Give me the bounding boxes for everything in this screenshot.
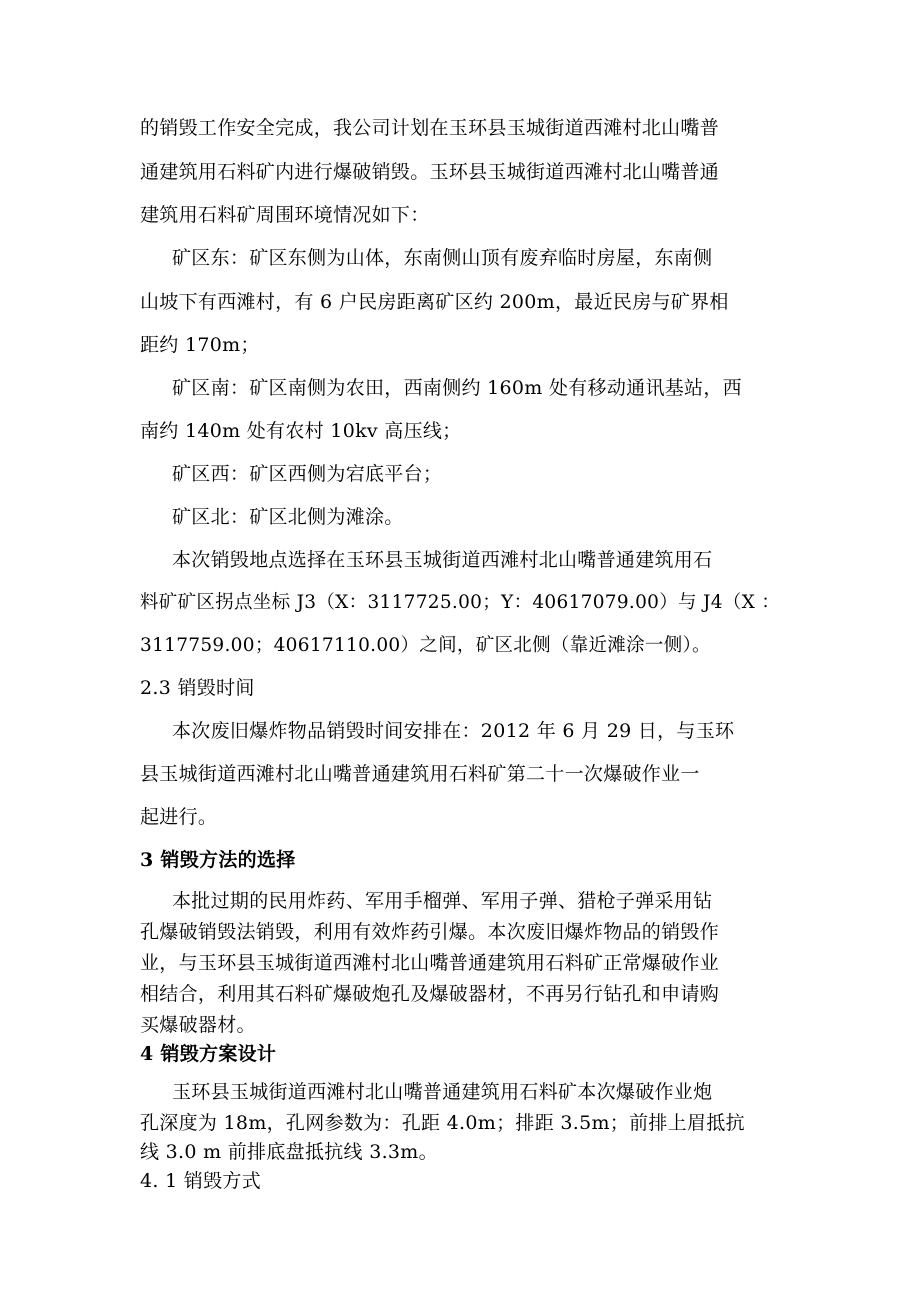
body-line: 业，与玉环县玉城街道西滩村北山嘴普通建筑用石料矿正常爆破作业 (140, 952, 720, 974)
section-heading-4: 4 销毁方案设计 (140, 1043, 277, 1065)
paragraph-south: 矿区南：矿区南侧为农田，西南侧约 160m 处有移动通讯基站，西 (172, 377, 742, 399)
body-line: 线 3.0 m 前排底盘抵抗线 3.3m。 (140, 1141, 438, 1163)
body-line: 建筑用石料矿周围环境情况如下： (140, 204, 430, 226)
paragraph-method: 本批过期的民用炸药、军用手榴弹、军用子弹、猎枪子弹采用钻 (172, 890, 713, 912)
body-line: 通建筑用石料矿内进行爆破销毁。玉环县玉城街道西滩村北山嘴普通 (140, 161, 720, 183)
paragraph-north: 矿区北：矿区北侧为滩涂。 (172, 506, 404, 528)
body-line: 相结合，利用其石料矿爆破炮孔及爆破器材，不再另行钻孔和申请购 (140, 983, 720, 1005)
body-line: 的销毁工作安全完成，我公司计划在玉环县玉城街道西滩村北山嘴普 (140, 117, 720, 139)
paragraph-time: 本次废旧爆炸物品销毁时间安排在：2012 年 6 月 29 日，与玉环 (172, 720, 735, 742)
section-heading-4-1: 4. 1 销毁方式 (140, 1170, 261, 1192)
body-line: 孔深度为 18m，孔网参数为：孔距 4.0m；排距 3.5m；前排上眉抵抗 (140, 1112, 745, 1134)
body-line: 料矿矿区拐点坐标 J3（X：3117725.00；Y：40617079.00）与 J4（X ： (140, 592, 781, 613)
paragraph-east: 矿区东：矿区东侧为山体，东南侧山顶有废弃临时房屋，东南侧 (172, 247, 713, 269)
paragraph-location: 本次销毁地点选择在玉环县玉城街道西滩村北山嘴普通建筑用石 (172, 549, 713, 571)
body-line: 南约 140m 处有农村 10kv 高压线； (140, 420, 462, 442)
body-line: 县玉城街道西滩村北山嘴普通建筑用石料矿第二十一次爆破作业一 (140, 763, 700, 785)
section-heading-3: 3 销毁方法的选择 (140, 849, 296, 871)
section-heading-2-3: 2.3 销毁时间 (140, 677, 255, 699)
paragraph-design: 玉环县玉城街道西滩村北山嘴普通建筑用石料矿本次爆破作业炮 (172, 1081, 713, 1103)
paragraph-west: 矿区西：矿区西侧为宕底平台； (172, 463, 443, 485)
body-line: 孔爆破销毁法销毁，利用有效炸药引爆。本次废旧爆炸物品的销毁作 (140, 921, 720, 943)
body-line: 距约 170m； (140, 334, 260, 356)
body-line: 3117759.00；40617110.00）之间，矿区北侧（靠近滩涂一侧）。 (140, 635, 711, 656)
body-line: 买爆破器材。 (140, 1014, 256, 1036)
body-line: 起进行。 (140, 806, 218, 828)
body-line: 山坡下有西滩村，有 6 户民房距离矿区约 200m，最近民房与矿界相 (140, 291, 729, 313)
